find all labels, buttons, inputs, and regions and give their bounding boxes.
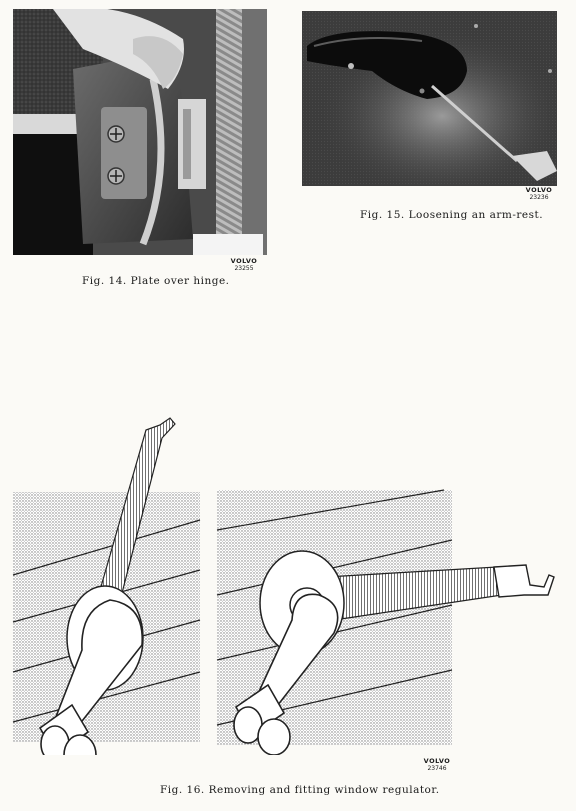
fig16-caption: Fig. 16. Removing and fitting window regulator. [160,784,440,796]
fig16-drawing-removing [10,410,205,755]
fig14-photo [13,9,267,255]
fig15-caption: Fig. 15. Loosening an arm-rest. [360,209,544,221]
fig16-ref: 23746 [427,765,447,772]
fig15-volvo-mark [524,186,554,202]
fig16-volvo-mark [422,757,452,773]
fig15-brand: VOLVO [525,186,553,194]
fig16-drawing-fitting [214,485,564,755]
fig14-brand: VOLVO [230,257,258,265]
fig15-photo [302,11,557,186]
fig16-brand: VOLVO [423,757,451,765]
fig14-ref: 23255 [234,265,254,272]
fig15-ref: 23236 [529,194,549,201]
fig14-volvo-mark [229,257,259,273]
fig14-caption: Fig. 14. Plate over hinge. [82,275,230,287]
